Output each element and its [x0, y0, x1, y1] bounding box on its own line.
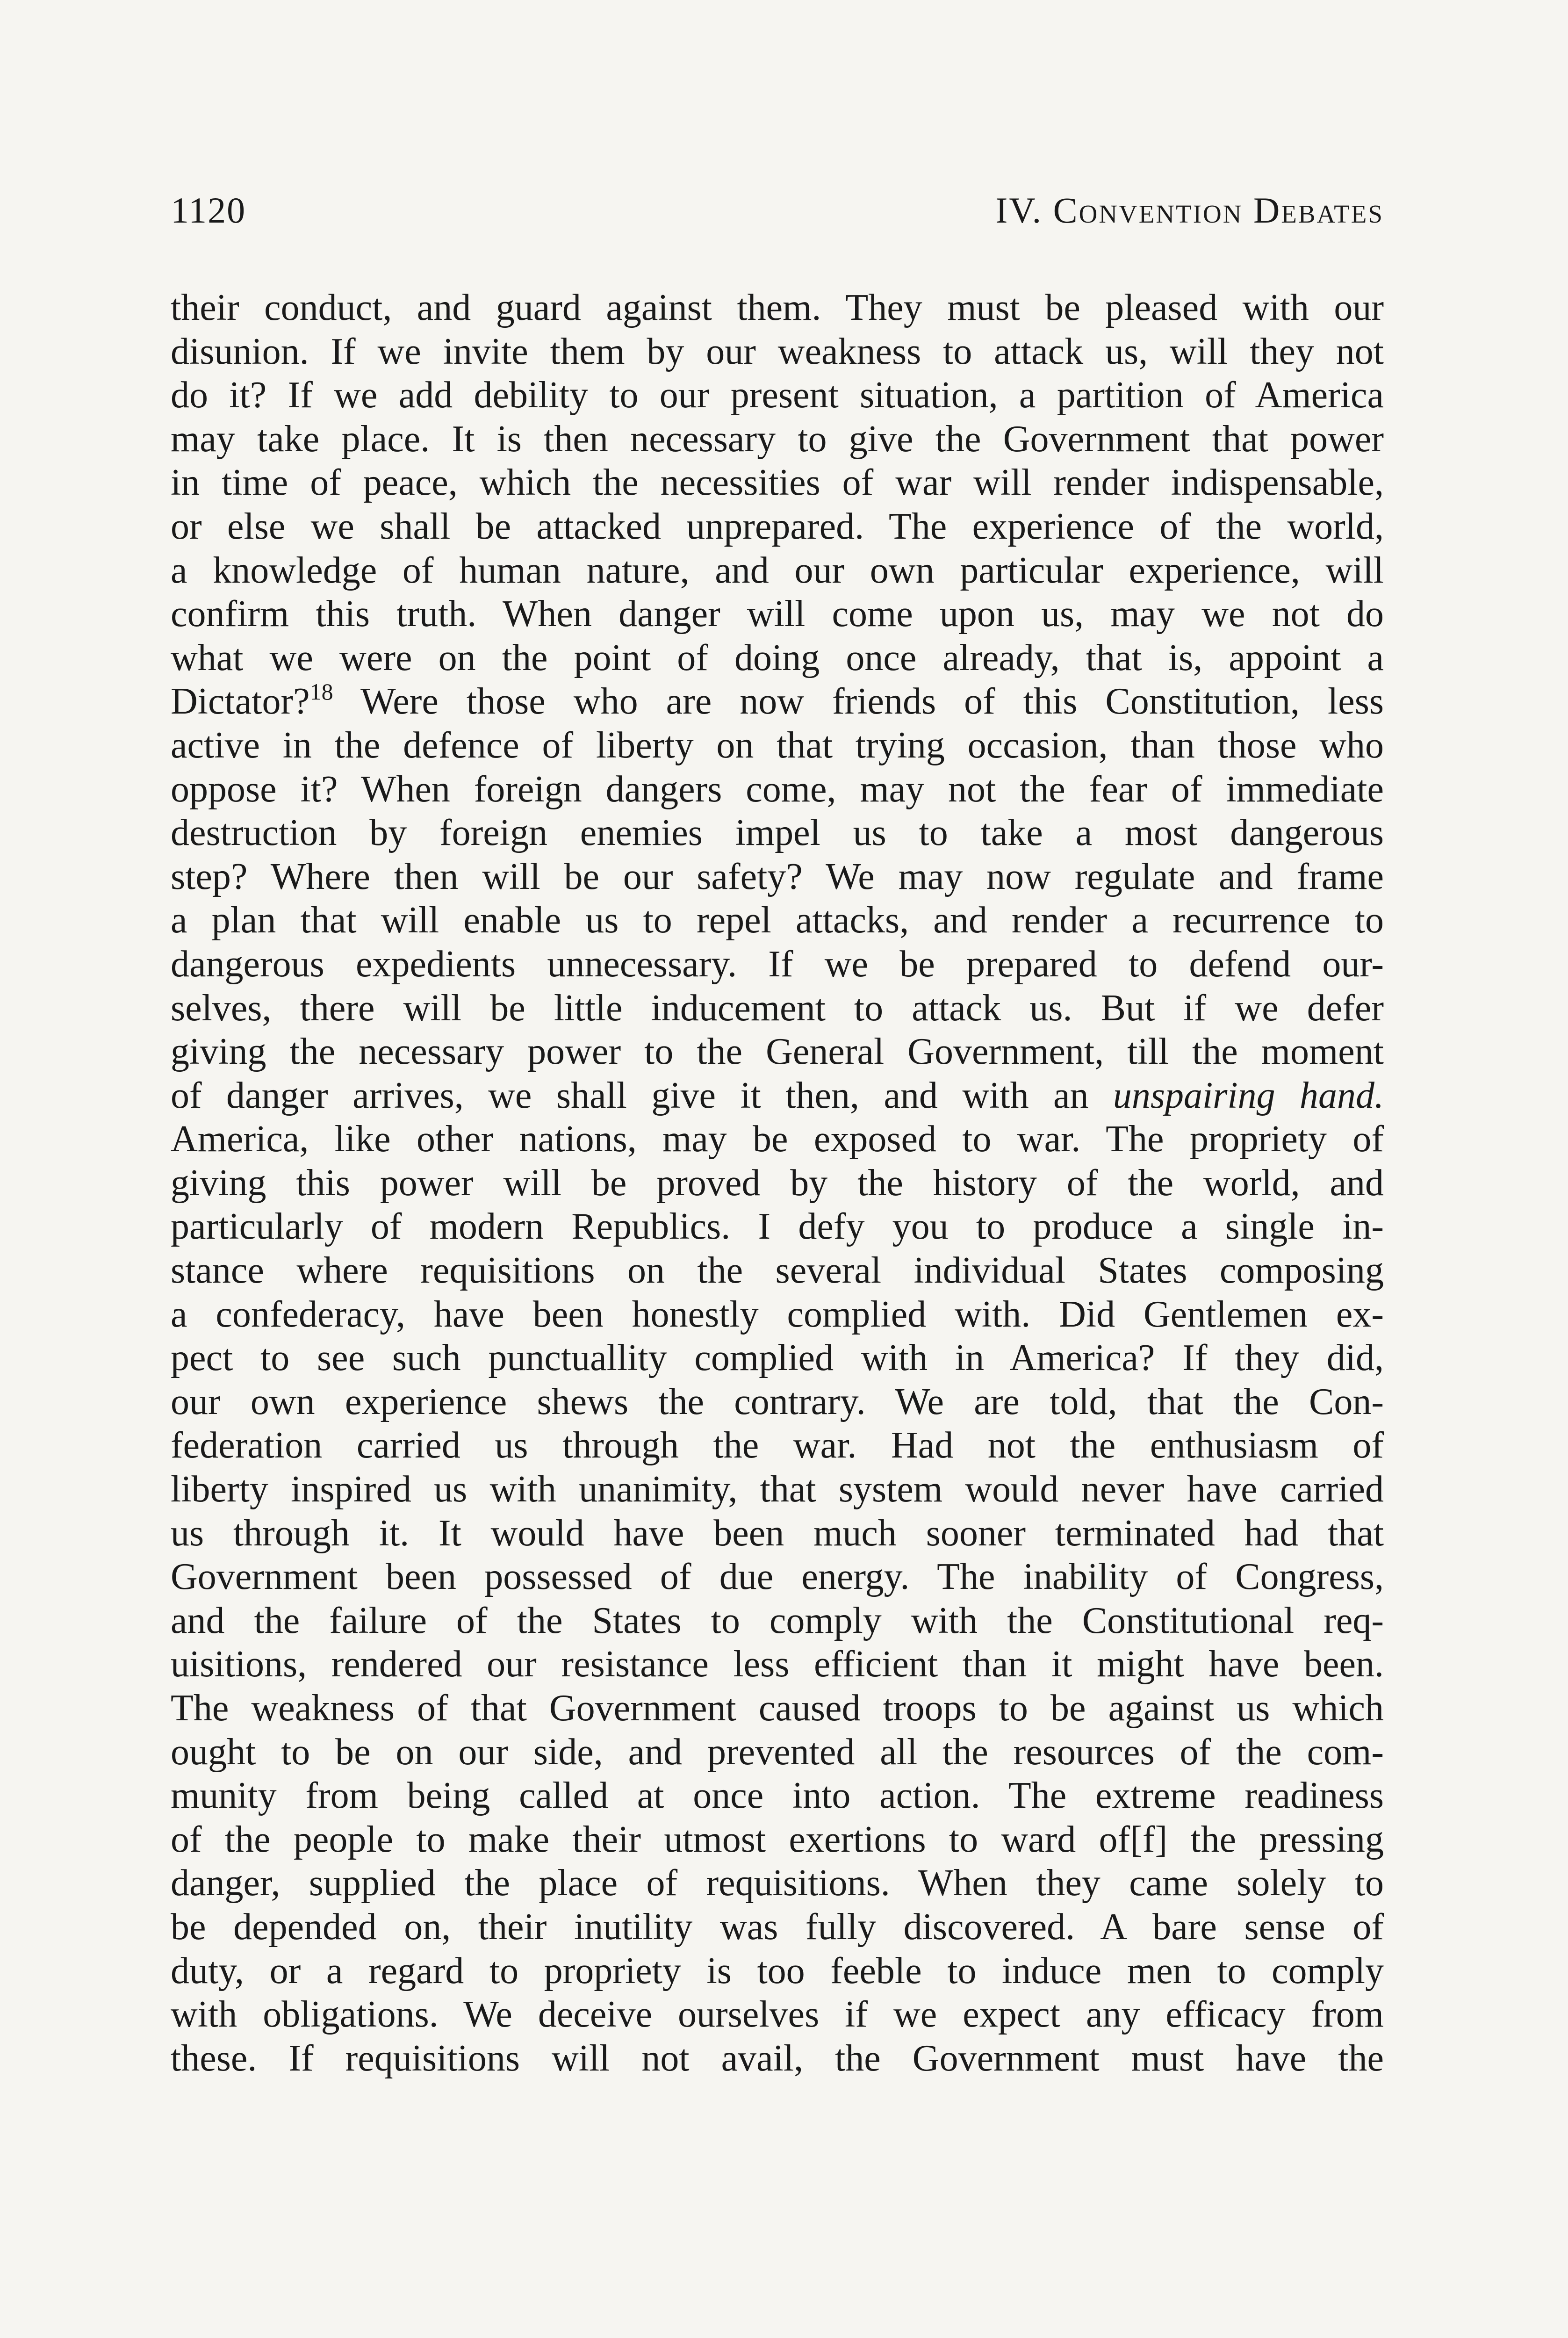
text-line: oppose it? When foreign dangers come, may not the fear of immediate — [171, 768, 1384, 810]
text-line: our own experience shews the contrary. We are told, that the Con- — [171, 1381, 1384, 1422]
text-line: their conduct, and guard against them. They must be pleased with our — [171, 287, 1384, 328]
text-line: The weakness of that Government caused troops to be against us which — [171, 1688, 1384, 1729]
text-line: active in the defence of liberty on that trying occasion, than those who — [171, 724, 1384, 766]
section-title: IV. Convention Debates — [995, 190, 1384, 231]
text-line: with obligations. We deceive ourselves if we expect any efficacy from — [171, 1994, 1384, 2035]
text-line: or else we shall be attacked unprepared. The experience of the world, — [171, 505, 1384, 547]
text-line: stance where requisitions on the several individual States composing — [171, 1250, 1384, 1292]
page-number: 1120 — [171, 190, 246, 231]
text-line: a knowledge of human nature, and our own particular experience, will — [171, 549, 1384, 591]
text-line: of the people to make their utmost exertions to ward of[f] the pressing — [171, 1818, 1384, 1860]
text-line — [171, 1074, 1384, 1118]
text-line — [171, 680, 1384, 724]
text-line: be depended on, their inutility was fully discovered. A bare sense of — [171, 1906, 1384, 1948]
text-line: confirm this truth. When danger will come upon us, may we not do — [171, 593, 1384, 635]
text-line: step? Where then will be our safety? We may now regulate and frame — [171, 856, 1384, 897]
text-line: munity from being called at once into action. The extreme readiness — [171, 1775, 1384, 1817]
text-line: destruction by foreign enemies impel us to take a most dangerous — [171, 812, 1384, 854]
text-segment: Were those who are now friends of this Constitution, less — [333, 681, 1384, 722]
text-line: dangerous expedients unnecessary. If we be prepared to defend our- — [171, 943, 1384, 985]
text-line: a plan that will enable us to repel attacks, and render a recurrence to — [171, 900, 1384, 941]
footnote-reference[interactable]: 18 — [309, 678, 333, 705]
text-line: liberty inspired us with unanimity, that system would never have carried — [171, 1469, 1384, 1510]
text-line: and the failure of the States to comply with the Constitutional req- — [171, 1600, 1384, 1641]
text-line: in time of peace, which the necessities of war will render indispensable, — [171, 462, 1384, 504]
text-line: America, like other nations, may be exposed to war. The propriety of — [171, 1118, 1384, 1160]
text-line: may take place. It is then necessary to give the Government that power — [171, 418, 1384, 460]
text-line: a confederacy, have been honestly complied with. Did Gentlemen ex- — [171, 1293, 1384, 1335]
text-line: particularly of modern Republics. I defy you to produce a single in- — [171, 1206, 1384, 1248]
running-head — [171, 185, 1384, 236]
text-line: giving this power will be proved by the history of the world, and — [171, 1162, 1384, 1204]
text-line: duty, or a regard to propriety is too feeble to induce men to comply — [171, 1950, 1384, 1992]
text-segment: Dictator? — [171, 681, 310, 722]
text-line: disunion. If we invite them by our weakness to attack us, will they not — [171, 331, 1384, 372]
body-text — [171, 286, 1384, 2080]
text-line: federation carried us through the war. Had not the enthusiasm of — [171, 1425, 1384, 1466]
text-line: Government been possessed of due energy. The inability of Congress, — [171, 1556, 1384, 1598]
text-line: ought to be on our side, and prevented all the resources of the com- — [171, 1731, 1384, 1773]
text-line: us through it. It would have been much sooner terminated had that — [171, 1512, 1384, 1554]
text-line: danger, supplied the place of requisitions. When they came solely to — [171, 1862, 1384, 1904]
italic-phrase: unspairing hand. — [1113, 1075, 1384, 1116]
text-line: pect to see such punctuallity complied with in America? If they did, — [171, 1337, 1384, 1379]
text-line: these. If requisitions will not avail, the Government must have the — [171, 2037, 1384, 2079]
text-line: selves, there will be little inducement to attack us. But if we defer — [171, 987, 1384, 1029]
text-line: do it? If we add debility to our present situation, a partition of America — [171, 375, 1384, 416]
text-line: giving the necessary power to the General Government, till the moment — [171, 1031, 1384, 1073]
text-segment: of danger arrives, we shall give it then, and with an — [171, 1075, 1113, 1116]
text-line: uisitions, rendered our resistance less efficient than it might have been. — [171, 1644, 1384, 1685]
text-line: what we were on the point of doing once already, that is, appoint a — [171, 637, 1384, 678]
